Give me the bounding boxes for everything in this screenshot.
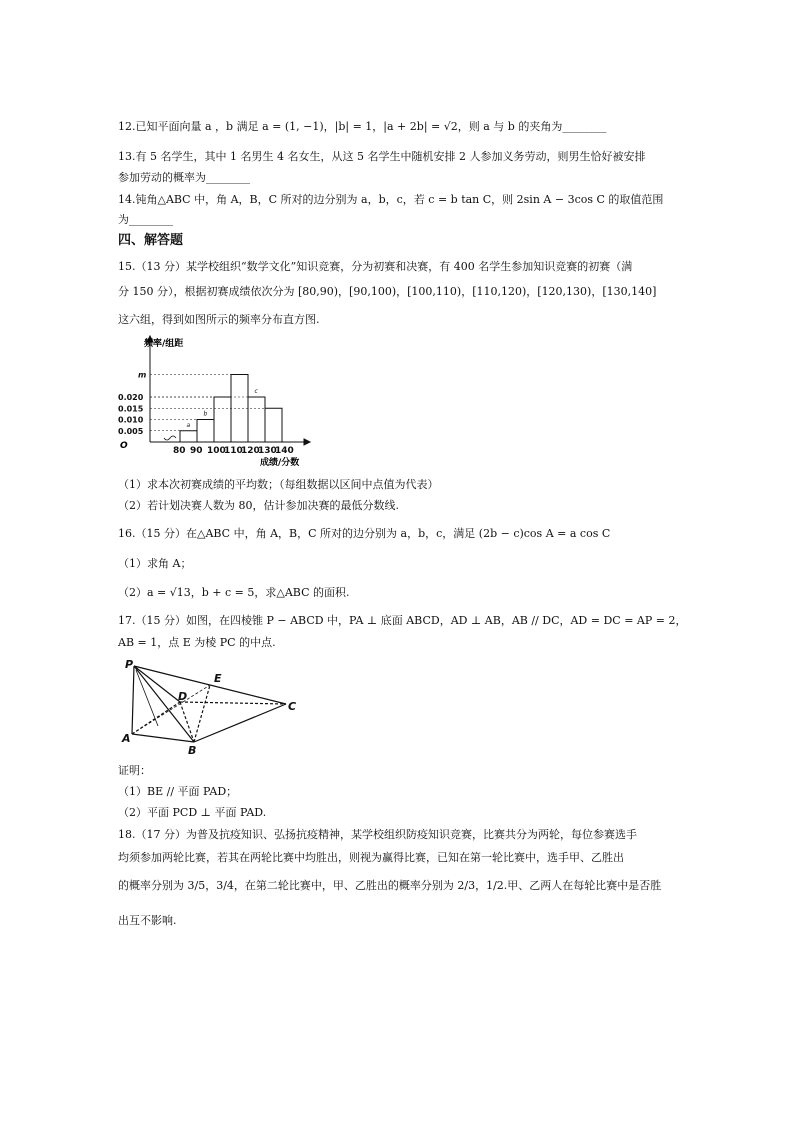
q14-line1: 14.钝角△ABC 中，角 A，B，C 所对的边分别为 a，b，c，若 c = b tan C，则 2sin A − 3cos C 的取值范围 [118,193,664,206]
section-heading: 四、解答题 [118,233,184,248]
q17-proof: 证明： [118,764,151,777]
q17-line1: 17.（15 分）如图，在四棱锥 P − ABCD 中，PA ⊥ 底面 ABCD，AD ⊥ AB，AB // DC，AD = DC = AP = 2， [118,614,687,627]
histogram-bar [248,397,265,442]
label-d: D [178,690,188,703]
histogram-x-tick: 130 [258,446,277,456]
histogram-bin-label: a [186,421,191,429]
histogram-x-tick: 120 [241,446,260,456]
label-b: B [188,744,197,756]
histogram-y-tick: 0.005 [118,426,144,436]
histogram-y-tick: m [138,370,147,380]
histogram-bar [214,397,231,442]
q15-line2: 分 150 分），根据初赛成绩依次分为 [80,90)，[90,100)，[100,110)，[110,120)，[120,130)，[130,140] [118,285,657,298]
q15-line3: 这六组，得到如图所示的频率分布直方图. [118,313,320,326]
edge-pb [134,666,194,742]
edge-ab [132,734,194,742]
histogram-bar [180,431,197,442]
histogram-axis-break [164,436,176,440]
histogram-y-tick: 0.010 [118,415,144,425]
edge-db [180,702,194,742]
histogram-y-tick: 0.015 [118,404,144,414]
q16-line1: 16.（15 分）在△ABC 中，角 A，B，C 所对的边分别为 a，b，c，满足 (2b − c)cos A = a cos C [118,527,611,540]
pyramid-figure [118,656,308,756]
histogram-xlabel: 成绩/分数 [260,458,300,468]
q16-sub1: （1）求角 A； [118,557,192,570]
q17-sub2: （2）平面 PCD ⊥ 平面 PAD. [118,806,267,819]
histogram-origin: O [120,441,128,451]
histogram-x-tick: 140 [275,446,294,456]
label-e: E [214,672,222,685]
q17-sub1: （1）BE // 平面 PAD； [118,785,238,798]
histogram-y-tick: 0.020 [118,393,144,402]
q18-line1: 18.（17 分）为普及抗疫知识、弘扬抗疫精神，某学校组织防疫知识竞赛，比赛共分为两轮，每位参赛选手 [118,828,637,841]
label-c: C [288,700,297,713]
histogram-x-arrow [304,439,310,445]
histogram-x-tick: 90 [190,446,203,456]
q15-line1: 15.（13 分）某学校组织“数学文化”知识竞赛，分为初赛和决赛，有 400 名学生参加知识竞赛的初赛（满 [118,260,633,273]
q16-sub2: （2）a = √13，b + c = 5，求△ABC 的面积. [118,586,350,599]
q18-line4: 出互不影响. [118,914,177,927]
q13-line1: 13.有 5 名学生，其中 1 名男生 4 名女生，从这 5 名学生中随机安排 2 人参加义务劳动，则男生恰好被安排 [118,150,646,163]
histogram-x-tick: 80 [173,446,186,456]
label-p: P [125,658,134,671]
q15-sub1: （1）求本次初赛成绩的平均数；（每组数据以区间中点值为代表） [118,478,439,491]
histogram-x-tick: 100 [207,446,226,456]
histogram-bin-label: b [203,410,208,418]
edge-pc [134,666,286,704]
q14-line2: 为________ [118,213,173,226]
edge-bc [194,704,286,742]
edge-pa [132,666,134,734]
q13-line2: 参加劳动的概率为________ [118,171,250,184]
edge-pa-inner [136,670,158,726]
histogram-bin-label: c [254,388,258,395]
q18-line3: 的概率分别为 3/5，3/4，在第二轮比赛中，甲、乙胜出的概率分别为 2/3，1/2.甲、乙两人在每轮比赛中是否胜 [118,879,662,892]
edge-dc [180,702,286,704]
histogram-bar [265,408,282,442]
frequency-histogram [112,334,312,474]
histogram-x-tick: 110 [224,446,243,456]
q12-text: 12.已知平面向量 a ，b 满足 a = (1, −1)，|b| = 1，|a + 2b| = √2，则 a 与 b 的夹角为________ [118,120,607,133]
edge-ad [132,702,180,734]
q18-line2: 均须参加两轮比赛，若其在两轮比赛中均胜出，则视为赢得比赛，已知在第一轮比赛中，选手甲、乙胜出 [118,851,624,864]
histogram-ylabel: 频率/组距 [144,339,184,349]
label-a: A [122,732,131,745]
q15-sub2: （2）若计划决赛人数为 80，估计参加决赛的最低分数线. [118,499,399,512]
q17-line2: AB = 1，点 E 为棱 PC 的中点. [118,636,276,649]
histogram-bar [197,420,214,443]
